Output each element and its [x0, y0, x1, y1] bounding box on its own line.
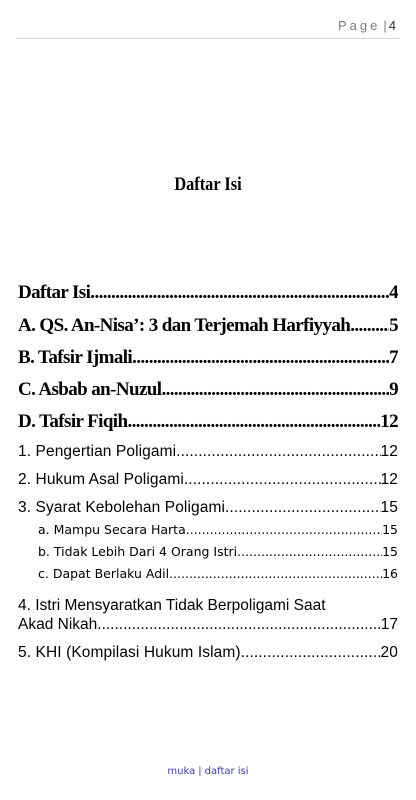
leader-dots [225, 499, 381, 517]
toc-entry-page: 12 [380, 411, 398, 432]
leader-dots [132, 347, 389, 369]
toc-entry-label: Daftar Isi [18, 282, 91, 303]
toc-title: Daftar Isi [174, 174, 242, 195]
leader-dots [184, 471, 381, 489]
toc-entry-qs-an-nisa[interactable] [18, 315, 398, 337]
toc-entry-mampu-secara-harta[interactable] [38, 522, 398, 537]
toc-entry-dapat-berlaku-adil[interactable] [38, 566, 398, 581]
page-separator: | [383, 18, 387, 33]
leader-dots [161, 379, 389, 401]
toc-entry-tidak-lebih-dari-4-istri[interactable] [38, 544, 398, 559]
toc-entry-page: 9 [389, 379, 398, 400]
toc-entry-pengertian-poligami[interactable] [18, 443, 398, 461]
toc-entry-page: 12 [380, 471, 398, 488]
toc-entry-label-line1: 4. Istri Mensyaratkan Tidak Berpoligami Saat [18, 597, 326, 614]
toc-entry-khi[interactable] [18, 644, 398, 662]
toc-entry-label-line2: Akad Nikah [18, 616, 98, 633]
toc-entry-page: 17 [380, 616, 398, 633]
footer-nav [0, 766, 416, 777]
leader-dots [127, 411, 380, 433]
leader-dots [186, 522, 382, 537]
toc-entry-label: 5. KHI (Kompilasi Hukum Islam) [18, 644, 241, 661]
toc-entry-page: 16 [382, 566, 398, 581]
toc-entry-tafsir-ijmali[interactable] [18, 347, 398, 369]
footer-separator: | [198, 766, 202, 777]
leader-dots [237, 544, 382, 559]
page-number: 4 [388, 18, 396, 33]
toc-entry-label: 2. Hukum Asal Poligami [18, 471, 184, 488]
leader-dots [176, 443, 380, 461]
toc-entry-label: a. Mampu Secara Harta [38, 522, 186, 537]
toc-entry-label: 3. Syarat Kebolehan Poligami [18, 499, 226, 516]
toc-entry-page: 15 [382, 544, 398, 559]
toc-entry-istri-mensyaratkan[interactable] [18, 596, 398, 634]
toc-entry-page: 15 [380, 499, 398, 516]
toc-entry-syarat-kebolehan-poligami[interactable] [18, 499, 398, 517]
toc-entry-hukum-asal-poligami[interactable] [18, 471, 398, 489]
page-label: Page [338, 18, 381, 33]
toc-entry-label: B. Tafsir Ijmali [18, 347, 133, 368]
leader-dots [350, 315, 389, 337]
leader-dots [90, 282, 389, 304]
leader-dots [97, 615, 380, 634]
toc-entry-tafsir-fiqih[interactable] [18, 411, 398, 433]
toc-entry-label: C. Asbab an-Nuzul [18, 379, 162, 400]
leader-dots [169, 566, 382, 581]
page-header [338, 18, 396, 33]
toc-entry-page: 7 [389, 347, 398, 368]
toc-entry-page: 4 [389, 282, 398, 303]
toc-entry-label: b. Tidak Lebih Dari 4 Orang Istri [38, 544, 238, 559]
toc-entry-page: 15 [382, 522, 398, 537]
toc-entry-page: 20 [380, 644, 398, 661]
link-daftar-isi[interactable]: daftar isi [204, 766, 249, 777]
toc-entry-label: 1. Pengertian Poligami [18, 443, 177, 460]
toc-entry-label: c. Dapat Berlaku Adil [38, 566, 170, 581]
toc-entry-daftar-isi[interactable] [18, 282, 398, 304]
toc-entry-page: 12 [380, 443, 398, 460]
header-rule [16, 38, 400, 39]
link-muka[interactable]: muka [167, 766, 196, 777]
toc-entry-page: 5 [389, 315, 398, 336]
toc-entry-label: D. Tafsir Fiqih [18, 411, 128, 432]
toc-entry-label: A. QS. An-Nisa’: 3 dan Terjemah Harfiyyah [18, 315, 351, 336]
toc-entry-asbab-an-nuzul[interactable] [18, 379, 398, 401]
leader-dots [241, 644, 381, 662]
